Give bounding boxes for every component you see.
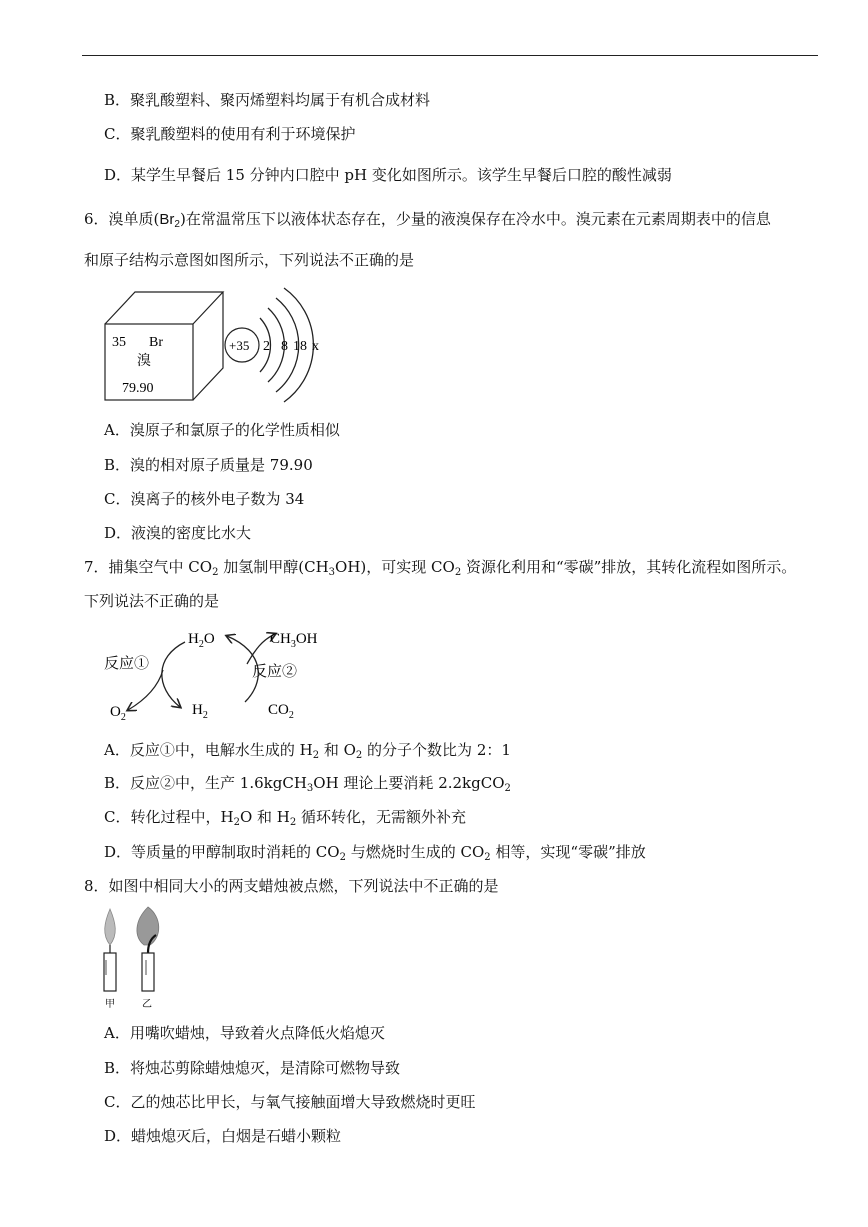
- q6-option-a: A．溴原子和氯原子的化学性质相似: [104, 421, 340, 439]
- q5-option-c: C．聚乳酸塑料的使用有利于环境保护: [104, 125, 356, 143]
- q6-option-b: B．溴的相对原子质量是 79.90: [104, 456, 313, 474]
- q8-option-b: B．将烛芯剪除蜡烛熄灭，是清除可燃物导致: [104, 1059, 401, 1077]
- q6-stem-line1: 6．溴单质$(Br_2)$在常温常压下以液体状态存在，少量的液溴保存在冷水中。溴元素在元素周期表中的信息: [84, 210, 771, 230]
- reaction-2-label: 反应②: [252, 664, 298, 680]
- co2-label: $CO_2$: [268, 702, 294, 721]
- flame-icon: [137, 907, 159, 945]
- candles-figure: [96, 905, 176, 1010]
- q8-option-c: C．乙的烛芯比甲长，与氧气接触面增大导致燃烧时更旺: [104, 1093, 476, 1111]
- q7-option-c: C．转化过程中，$H_2O$ 和 $H_2$ 循环转化，无需额外补充: [104, 808, 467, 828]
- atomic-mass: 79.90: [122, 381, 154, 396]
- header-rule: [82, 55, 818, 56]
- conversion-cycle-figure: [100, 622, 340, 722]
- flame-icon: [105, 909, 116, 945]
- candle-jia: [104, 909, 116, 991]
- element-symbol: Br: [149, 335, 163, 350]
- shell-1-count: 2: [263, 339, 270, 354]
- ch3oh-label: $CH_3OH$: [270, 631, 318, 650]
- q6-stem-line2: 和原子结构示意图如图所示，下列说法不正确的是: [84, 251, 415, 269]
- h2-label: $H_2$: [192, 702, 208, 721]
- h2o-label: $H_2O$: [188, 631, 215, 650]
- o2-label: $O_2$: [110, 704, 126, 722]
- candle-yi: [137, 907, 159, 991]
- shell-3-count: 18: [293, 339, 307, 354]
- shell-4-count: x: [312, 339, 319, 354]
- q7-option-d: D．等质量的甲醇制取时消耗的 $CO_2$ 与燃烧时生成的 $CO_2$ 相等，实现“零碳”排放: [104, 843, 646, 863]
- label-jia: 甲: [105, 999, 115, 1010]
- q8-stem: 8．如图中相同大小的两支蜡烛被点燃，下列说法中不正确的是: [84, 877, 499, 895]
- q7-stem-line2: 下列说法不正确的是: [84, 592, 220, 610]
- q7-option-a: A．反应①中，电解水生成的 $H_2$ 和 $O_2$ 的分子个数比为 2：1: [104, 741, 511, 761]
- q6-option-d: D．液溴的密度比水大: [104, 524, 252, 542]
- label-yi: 乙: [142, 999, 152, 1010]
- bromine-figure: [100, 282, 330, 407]
- element-name: 溴: [137, 354, 151, 369]
- q8-option-a: A．用嘴吹蜡烛，导致着火点降低火焰熄灭: [104, 1024, 385, 1042]
- reaction-1-label: 反应①: [104, 656, 150, 672]
- q7-stem-line1: 7．捕集空气中 $CO_2$ 加氢制甲醇$(CH_3OH)$，可实现 $CO_2$ 资源化利用和“零碳”排放，其转化流程如图所示。: [84, 558, 797, 578]
- q5-option-d: D．某学生早餐后 15 分钟内口腔中 pH 变化如图所示。该学生早餐后口腔的酸性减弱: [104, 166, 672, 184]
- q5-option-b: B．聚乳酸塑料、聚丙烯塑料均属于有机合成材料: [104, 91, 431, 109]
- q6-option-c: C．溴离子的核外电子数为 34: [104, 490, 305, 508]
- atomic-number: 35: [112, 335, 126, 350]
- q7-option-b: B．反应②中，生产 1.6kgCH$_3$OH 理论上要消耗 2.2kgCO$_2$: [104, 774, 511, 794]
- nucleus-charge: +35: [229, 338, 250, 353]
- q8-option-d: D．蜡烛熄灭后，白烟是石蜡小颗粒: [104, 1127, 342, 1145]
- shell-2-count: 8: [281, 339, 288, 354]
